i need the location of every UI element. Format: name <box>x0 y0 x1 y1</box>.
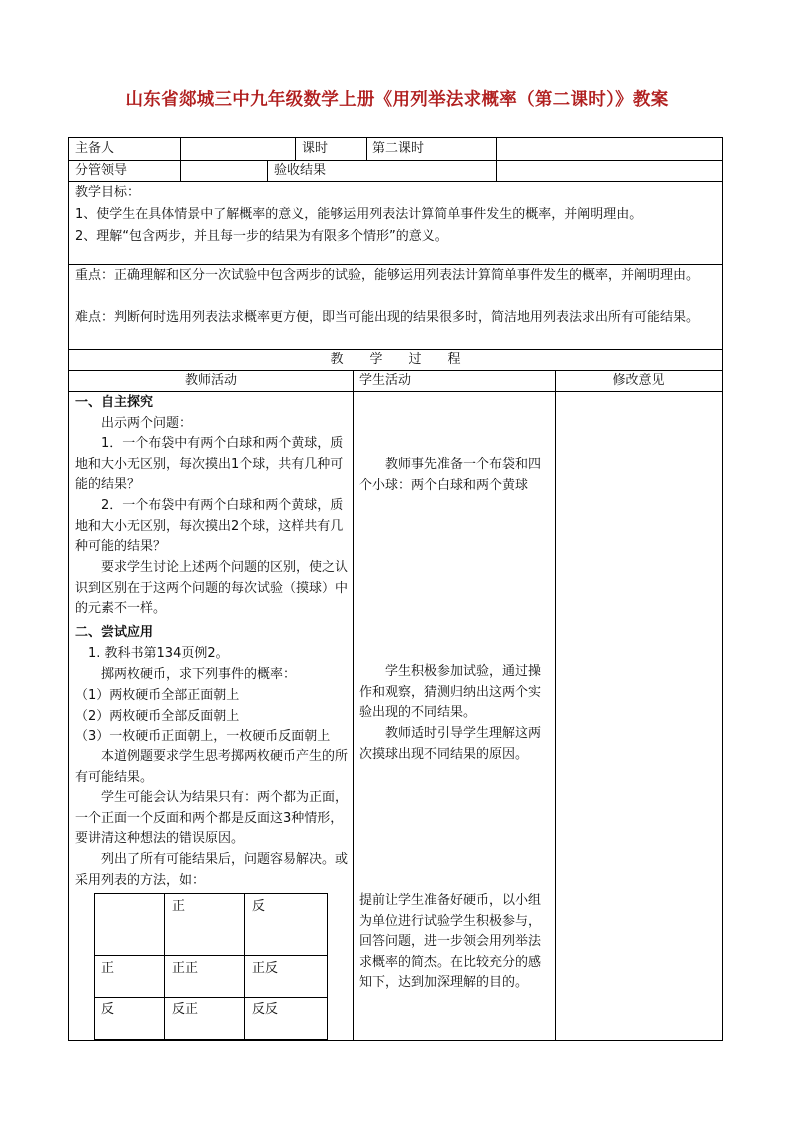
goal-item-2: 2、理解“包含两步，并且每一步的结果为有限多个情形”的意义。 <box>75 229 448 244</box>
section-try-apply: 二、尝试应用 <box>75 625 154 640</box>
col-revision: 修改意见 <box>612 373 665 388</box>
note-1: 本道例题要求学生思考掷两枚硬币产生的所有可能结果。 <box>75 749 349 785</box>
question-1: 1．一个布袋中有两个白球和两个黄球，质地和大小无区别，每次摸出1个球，共有几种可能的结果？ <box>75 436 344 493</box>
result-label: 验收结果 <box>274 163 327 178</box>
lesson-plan-table <box>68 137 723 1041</box>
difficulty: 难点：判断何时选用列表法求概率更方便，即当可能出现的结果很多时，简洁地用列表法求出所有可能结果。 <box>75 310 700 325</box>
key-point: 重点：正确理解和区分一次试验中包含两步的试验，能够运用列表法计算简单事件发生的概率，并阐明理由。 <box>75 268 700 283</box>
coin-outcome-table <box>94 893 328 1040</box>
event-3: （3）一枚硬币正面朝上，一枚硬币反面朝上 <box>75 729 331 744</box>
student-activity-3: 教师适时引导学生理解这两次摸球出现不同结果的原因。 <box>359 726 542 762</box>
document-title: 山东省郯城三中九年级数学上册《用列举法求概率（第二课时）》教案 <box>125 90 669 110</box>
cell-tails-heads: 反正 <box>172 1002 199 1017</box>
example-reference: 1. 教科书第134页例2。 <box>88 646 229 661</box>
cell-heads-tails: 正反 <box>252 961 279 976</box>
process-heading: 教 学 过 程 <box>330 352 461 367</box>
section-self-explore: 一、自主探究 <box>75 395 154 410</box>
question-2: 2．一个布袋中有两个白球和两个黄球，质地和大小无区别，每次摸出2个球，这样共有几种可能的结果？ <box>75 498 344 555</box>
goals-heading: 教学目标： <box>75 185 141 200</box>
discussion-text: 要求学生讨论上述两个问题的区别，使之认识到区别在于这两个问题的每次试验（摸球）中的元素不一样。 <box>75 560 349 617</box>
col-head-tails: 反 <box>252 899 266 914</box>
note-2: 学生可能会认为结果只有：两个都为正面，一个正面一个反面和两个都是反面这3种情形，要讲清这种想法的错误原因。 <box>75 790 349 847</box>
note-3: 列出了所有可能结果后，问题容易解决。或采用列表的方法，如： <box>75 852 349 888</box>
preparer-label: 主备人 <box>75 141 115 156</box>
period-value: 第二课时 <box>372 141 425 156</box>
row-head-tails: 反 <box>101 1002 115 1017</box>
col-head-heads: 正 <box>172 899 186 914</box>
event-2: （2）两枚硬币全部反面朝上 <box>75 709 240 724</box>
event-1: （1）两枚硬币全部正面朝上 <box>75 688 240 703</box>
student-activity-1: 教师事先准备一个布袋和四个小球：两个白球和两个黄球 <box>359 457 542 493</box>
cell-tails-tails: 反反 <box>252 1002 279 1017</box>
example-stem: 掷两枚硬币，求下列事件的概率： <box>101 667 297 682</box>
student-activity-2: 学生积极参加试验，通过操作和观察，猜测归纳出这两个实验出现的不同结果。 <box>359 664 542 721</box>
row-head-heads: 正 <box>101 961 115 976</box>
leader-label: 分管领导 <box>75 163 128 178</box>
student-activity-4: 提前让学生准备好硬币，以小组为单位进行试验学生积极参与，回答问题，进一步领会用列举法求概率的简杰。在比较充分的感知下，达到加深理解的目的。 <box>359 893 542 991</box>
cell-heads-heads: 正正 <box>172 961 199 976</box>
col-student: 学生活动 <box>359 373 412 388</box>
intro-text: 出示两个问题： <box>101 416 193 431</box>
col-teacher: 教师活动 <box>184 373 237 388</box>
period-label: 课时 <box>302 141 329 156</box>
goal-item-1: 1、使学生在具体情景中了解概率的意义，能够运用列表法计算简单事件发生的概率，并阐明理由。 <box>75 207 643 222</box>
